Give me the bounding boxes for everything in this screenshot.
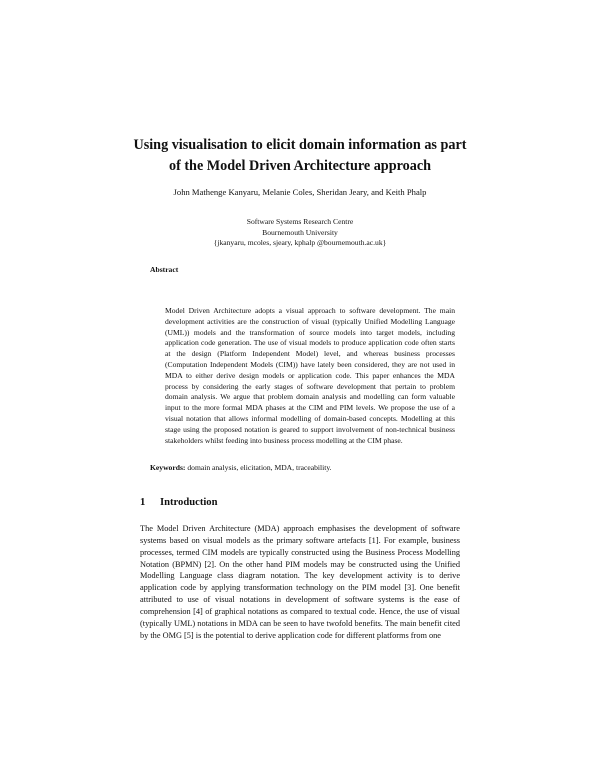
keywords-line (150, 463, 332, 473)
abstract-text: Model Driven Architecture adopts a visual approach to software development. The main development activities are the construction of visual (typically Unified Modelling Language (UML)) models and the transformation of source models into target models, including application code generation. The use of visual models to produce application code often starts at the design (Platform Independent Model) level, and whereas business processes (Computation Independent Models (CIM)) have lately been considered, they are not used in MDA to either derive design models or application code. This paper enhances the MDA process by considering the early stages of software development that pertain to problem domain analysis. We argue that problem domain analysis and modelling can form valuable input to the more formal MDA phases at the CIM and PIM levels. We propose the use of a visual notation that allows informal modelling of domain-based concepts. Modelling at this stage using the proposed notation is geared to support involvement of non-technical business stakeholders whilst feeding into business process modelling at the CIM phase. (165, 306, 455, 445)
paper-title-line-2: of the Model Driven Architecture approach (168, 158, 432, 174)
author-list: John Mathenge Kanyaru, Melanie Coles, Sheridan Jeary, and Keith Phalp (173, 187, 427, 197)
affiliation-university: Bournemouth University (262, 227, 338, 237)
affiliation-emails: {jkanyaru, mcoles, sjeary, kphalp @bournemouth.ac.uk} (213, 238, 387, 247)
section-heading-introduction (140, 496, 218, 510)
section-number: 1 (140, 497, 146, 508)
keywords-list: domain analysis, elicitation, MDA, traceability. (187, 463, 332, 472)
paper-title (100, 135, 500, 177)
affiliation-centre: Software Systems Research Centre (246, 217, 354, 226)
introduction-text: The Model Driven Architecture (MDA) approach emphasises the development of software systems based on visual models as the primary software artefacts [1]. For example, business processes, termed CIM models are typically constructed using the Business Process Modelling Notation (BPMN) [2]. On the other hand PIM models may be constructed using the Unified Modelling Language class diagram notation. The key development activity is to derive application code by applying transformation technology on the PIM model [3]. One benefit attributed to use of visual notations in development of software systems is the ease of comprehension [4] of graphical notations as compared to textual code. Hence, the use of visual (typically UML) notations in MDA can be seen to have twofold benefits. The main benefit cited by the OMG [5] is the potential to derive application code for different platforms from one (140, 524, 460, 640)
keywords-label: Keywords: (150, 463, 186, 472)
paper-title-line-1: Using visualisation to elicit domain information as part (133, 137, 467, 153)
affiliation-block (100, 217, 500, 249)
abstract-heading: Abstract (150, 265, 179, 274)
section-title: Introduction (160, 497, 218, 508)
